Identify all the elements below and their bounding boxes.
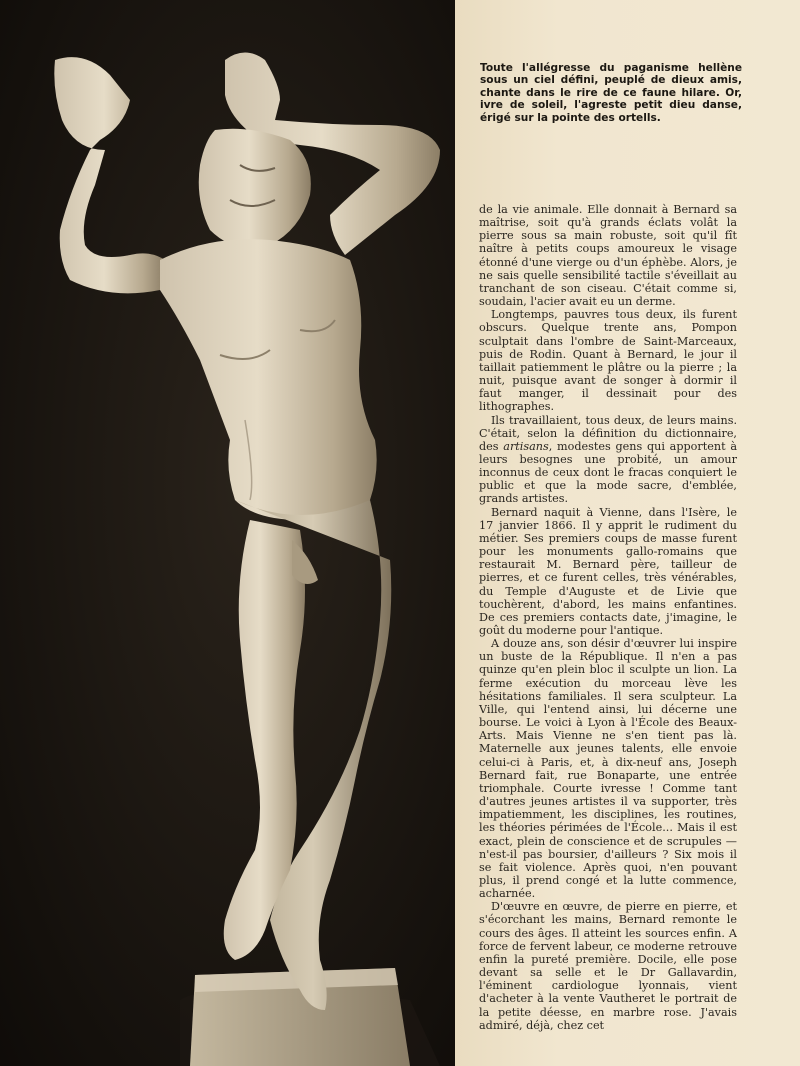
article-paragraph: de la vie animale. Elle donnait à Bernard sa maîtrise, soit qu'à grands éclats volât la pierre sous sa main robuste, soit qu'il fît naître à petits coups amoureux le visage étonné d'une vierge ou d'un éphèbe. Alors, je ne sais quelle sensibilité tactile s'éveillait au tranchant de son ciseau. C'était comme si, soudain, l'acier avait eu un derme.: [479, 203, 737, 309]
paragraph-text: , modestes gens qui apportent à leurs besognes une probité, un amour inconnus de ceux dont le fracas conquiert le public et que la mode sacre, d'emblée, grands artistes.: [479, 439, 737, 506]
article-paragraph: [479, 414, 737, 506]
photo-caption: Toute l'allégresse du paganisme hellène sous un ciel défini, peuplé de dieux amis, chante dans le rire de ce faune hilare. Or, ivre de soleil, l'agreste petit dieu danse, érigé sur la pointe des ortells.: [480, 62, 742, 124]
italic-term: artisans: [503, 439, 549, 453]
paragraph-text: Ils travaillaient, tous deux, de leurs mains. C'était, selon la définition du dictionnaire, des: [479, 413, 737, 453]
article-paragraph: Bernard naquit à Vienne, dans l'Isère, le 17 janvier 1866. Il y apprit le rudiment du métier. Ses premiers coups de masse furent pour les monuments gallo-romains que restaurait M. Bernard père, tailleur de pierres, et ce furent celles, très vénérables, du Temple d'Auguste et de Livie que touchèrent, d'abord, les mains enfantines. De ces premiers contacts date, j'imagine, le goût du moderne pour l'antique.: [479, 505, 737, 637]
article-paragraph: D'œuvre en œuvre, de pierre en pierre, et s'écorchant les mains, Bernard remonte le cours des âges. Il atteint les sources enfin. A force de fervent labeur, ce moderne retrouve enfin la pureté première. Docile, elle pose devant sa selle et le Dr Gallavardin, l'éminent cardiologue lyonnais, vient d'acheter à la vente Vautheret le portrait de la petite déesse, en marbre rose. J'avais admiré, déjà, chez cet: [479, 900, 737, 1032]
article-body: [479, 203, 737, 1032]
article-paragraph: A douze ans, son désir d'œuvrer lui inspire un buste de la République. Il n'en a pas quinze qu'en plein bloc il sculpte un lion. La ferme exécution du morceau lève les hésitations familiales. Il sera sculpteur. La Ville, qui l'entend ainsi, lui décerne une bourse. Le voici à Lyon à l'École des Beaux-Arts. Mais Vienne ne s'en tient pas là. Maternelle aux jeunes talents, elle envoie celui-ci à Paris, et, à dix-neuf ans, Joseph Bernard fait, rue Bonaparte, une entrée triomphale. Courte ivresse ! Comme tant d'autres jeunes artistes il va supporter, très impatiemment, les disciplines, les routines, les théories périmées de l'École... Mais il est exact, plein de conscience et de scrupules — n'est-il pas boursier, d'ailleurs ? Six mois il se fait violence. Après quoi, n'en pouvant plus, il prend congé et la lutte commence, acharnée.: [479, 637, 737, 901]
article-paragraph: Longtemps, pauvres tous deux, ils furent obscurs. Quelque trente ans, Pompon sculptait dans l'ombre de Saint-Marceaux, puis de Rodin. Quant à Bernard, le jour il taillait patiemment le plâtre ou la pierre ; la nuit, puisque avant de songer à dormir il faut manger, il dessinait pour des lithographes.: [479, 308, 737, 414]
